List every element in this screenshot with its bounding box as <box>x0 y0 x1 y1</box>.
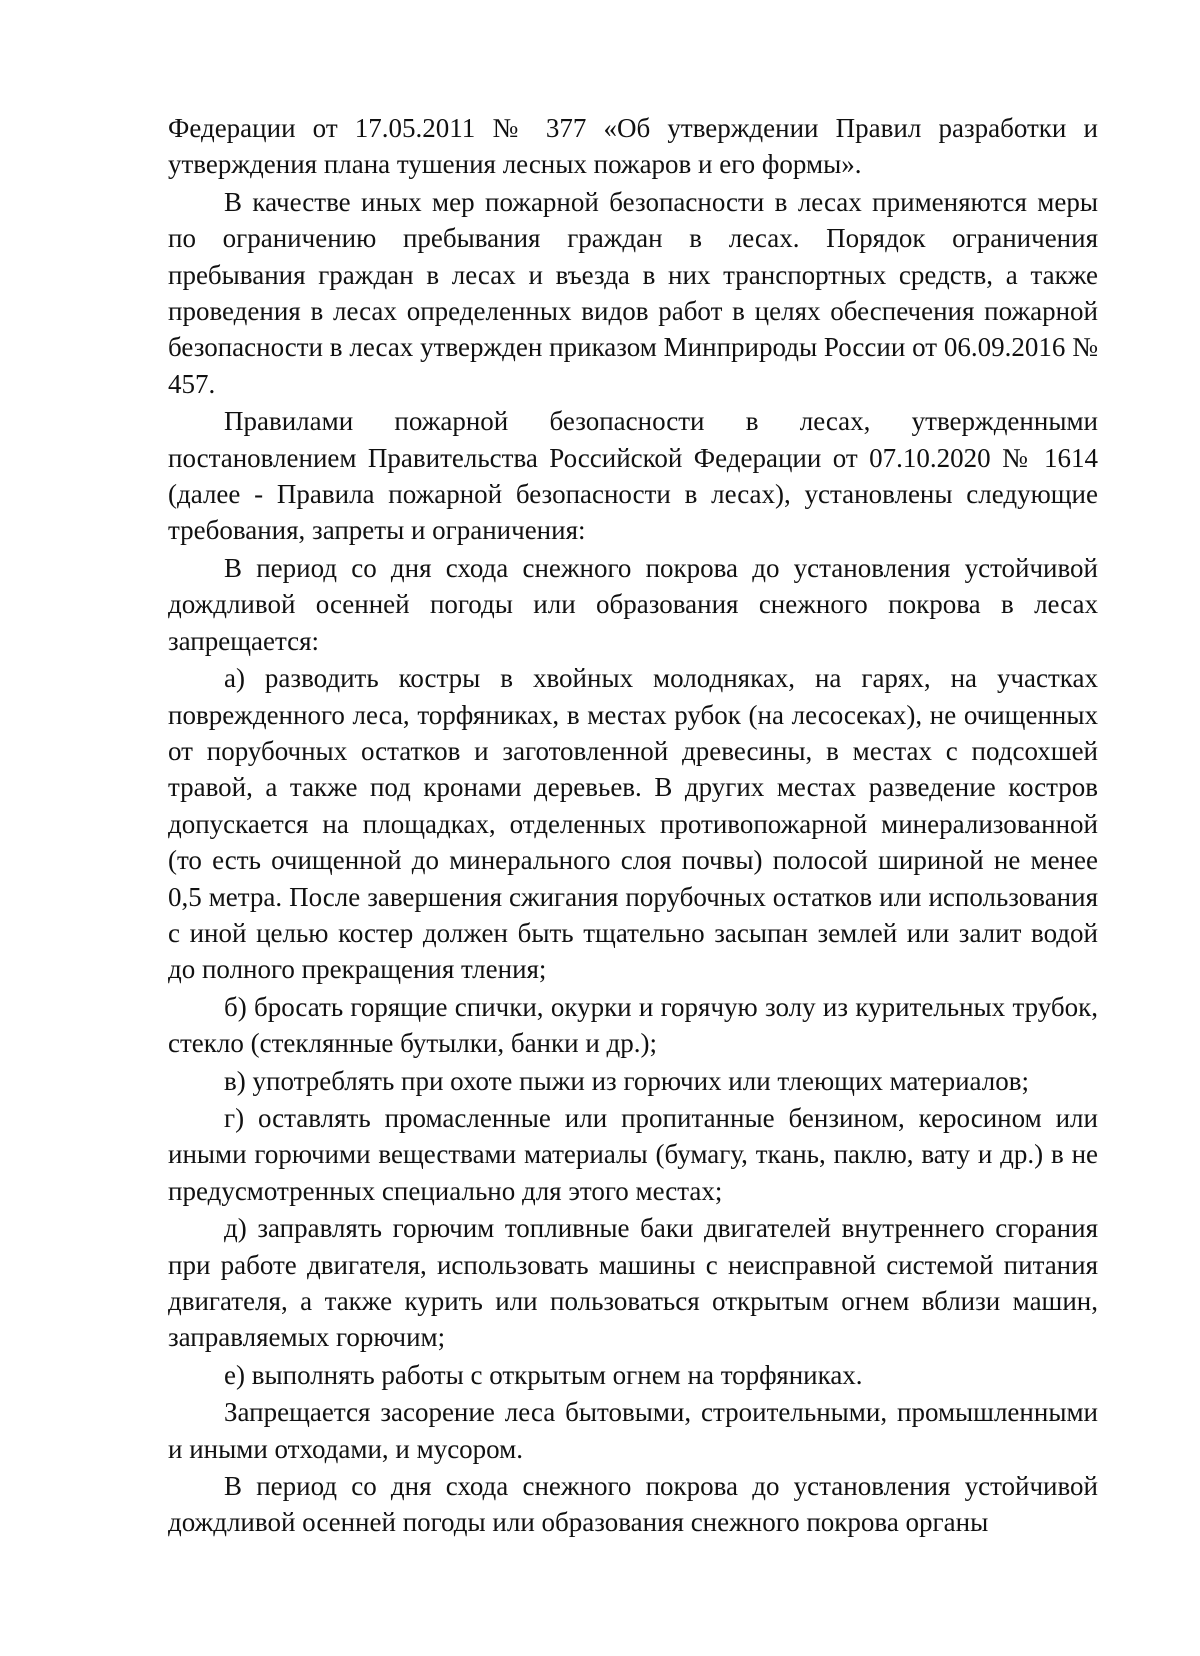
paragraph-period-authorities: В период со дня схода снежного покрова до установления устойчивой дождливой осенней погоды или образования снежного покрова органы <box>168 1471 1098 1538</box>
list-item-a: а) разводить костры в хвойных молодняках, на гарях, на участках поврежденного леса, торфяниках, в местах рубок (на лесосеках), не очищенных от порубочных остатков и заготовленной древесины, в местах с подсохшей травой, а также под кронами деревьев. В других местах разведение костров допускается на площадках, отделенных противопожарной минерализованной (то есть очищенной до минерального слоя почвы) полосой шириной не менее 0,5 метра. После завершения сжигания порубочных остатков или использования с иной целью костер должен быть тщательно засыпан землей или залит водой до полного прекращения тления; <box>168 663 1098 985</box>
document-body <box>168 110 1098 1542</box>
paragraph-prohibition-intro: В период со дня схода снежного покрова до установления устойчивой дождливой осенней погоды или образования снежного покрова в лесах запрещается: <box>168 552 1098 656</box>
list-item-d: д) заправлять горючим топливные баки двигателей внутреннего сгорания при работе двигателя, использовать машины с неисправной системой питания двигателя, а также курить или пользоваться открытым огнем вблизи машин, заправляемых горючим; <box>168 1213 1098 1353</box>
list-item-v: в) употреблять при охоте пыжи из горючих или тлеющих материалов; <box>224 1065 1030 1096</box>
list-item-e: е) выполнять работы с открытым огнем на торфяниках. <box>224 1359 863 1390</box>
paragraph-fire-safety-rules: Правилами пожарной безопасности в лесах, утвержденными постановлением Правительства Российской Федерации от 07.10.2020 № 1614 (далее - Правила пожарной безопасности в лесах), установлены следующие требования, запреты и ограничения: <box>168 406 1098 546</box>
list-item-g: г) оставлять промасленные или пропитанные бензином, керосином или иными горючими веществами материалы (бумагу, ткань, паклю, вату и др.) в не предусмотренных специально для этого местах; <box>168 1102 1098 1206</box>
paragraph-fire-safety-measures: В качестве иных мер пожарной безопасности в лесах применяются меры по ограничению пребывания граждан в лесах. Порядок ограничения пребывания граждан в лесах и въезда в них транспортных средств, а также проведения в лесах определенных видов работ в целях обеспечения пожарной безопасности в лесах утвержден приказом Минприроды России от 06.09.2016 № 457. <box>168 186 1098 399</box>
paragraph-continuation: Федерации от 17.05.2011 № 377 «Об утверждении Правил разработки и утверждения плана тушения лесных пожаров и его формы». <box>168 113 1098 180</box>
list-item-b: б) бросать горящие спички, окурки и горячую золу из курительных трубок, стекло (стеклянные бутылки, банки и др.); <box>168 991 1098 1059</box>
paragraph-littering-prohibition: Запрещается засорение леса бытовыми, строительными, промышленными и иными отходами, и мусором. <box>168 1397 1098 1464</box>
